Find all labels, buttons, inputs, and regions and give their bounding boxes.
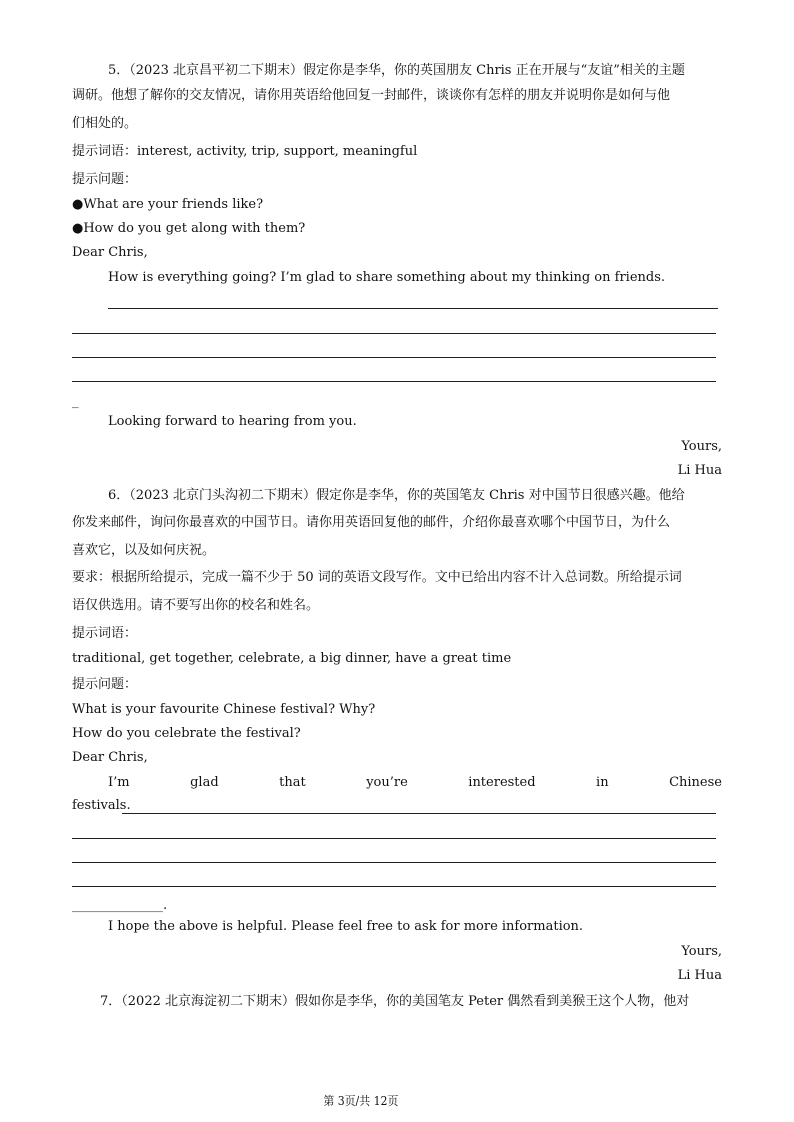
q6-opening-word: interested — [468, 775, 536, 790]
q6-answer-line — [122, 813, 716, 814]
q6-opening-word: that — [279, 775, 306, 790]
q5-signoff: Yours, — [681, 439, 722, 454]
q6-opening-word: glad — [190, 775, 219, 790]
q7-prompt-line-1: 7．（2022 北京海淀初二下期末）假如你是李华，你的美国笔友 Peter 偶然看到美猴王这个人物，他对 — [100, 994, 690, 1009]
q6-signature: Li Hua — [677, 968, 722, 983]
q5-answer-line — [72, 333, 716, 334]
q6-answer-tail: ______________. — [72, 898, 168, 913]
q6-answer-line — [72, 862, 716, 863]
q6-answer-line — [72, 886, 716, 887]
q6-hint-question-2: How do you celebrate the festival? — [72, 726, 301, 741]
q6-greeting: Dear Chris, — [72, 750, 148, 765]
page-footer: 第 3页/共 12页 — [323, 1094, 399, 1108]
q6-hint-question-1: What is your favourite Chinese festival? Why? — [72, 702, 376, 717]
q6-signoff: Yours, — [681, 944, 722, 959]
q5-greeting: Dear Chris, — [72, 245, 148, 260]
q5-answer-tail: _ — [72, 394, 79, 409]
q6-hint-words: traditional, get together, celebrate, a big dinner, have a great time — [72, 651, 512, 666]
q6-requirement-line-1: 要求：根据所给提示，完成一篇不少于 50 词的英语文段写作。文中已给出内容不计入总词数。所给提示词 — [72, 570, 682, 585]
q6-opening-sentence-end: festivals. — [72, 798, 131, 813]
q5-hint-question-2: ●How do you get along with them? — [72, 221, 306, 236]
q5-prompt-line-1: 5．（2023 北京昌平初二下期末）假定你是李华，你的英国朋友 Chris 正在开展与“友谊”相关的主题 — [108, 63, 685, 78]
q5-answer-line — [72, 357, 716, 358]
q6-closing-sentence: I hope the above is helpful. Please feel free to ask for more information. — [108, 919, 584, 934]
q5-hint-words: 提示词语：interest, activity, trip, support, meaningful — [72, 144, 418, 159]
q6-answer-line — [72, 838, 716, 839]
q6-prompt-line-1: 6．（2023 北京门头沟初二下期末）假定你是李华，你的英国笔友 Chris 对中国节日很感兴趣。他给 — [108, 488, 685, 503]
q6-opening-word: you’re — [366, 775, 408, 790]
q6-hint-questions-label: 提示问题： — [72, 677, 138, 692]
q6-opening-word: Chinese — [669, 775, 722, 790]
q6-hint-words-label: 提示词语： — [72, 626, 138, 641]
q5-answer-line — [108, 308, 718, 309]
q6-opening-word: in — [596, 775, 609, 790]
q5-opening-sentence: How is everything going? I’m glad to share something about my thinking on friends. — [108, 270, 666, 285]
q6-requirement-line-2: 语仅供选用。请不要写出你的校名和姓名。 — [72, 598, 320, 613]
q6-opening-sentence — [108, 775, 722, 791]
q5-prompt-line-2: 调研。他想了解你的交友情况，请你用英语给他回复一封邮件，谈谈你有怎样的朋友并说明你是如何与他 — [72, 88, 671, 103]
q5-hint-question-1: ●What are your friends like? — [72, 197, 264, 212]
q5-prompt-line-3: 们相处的。 — [72, 116, 138, 131]
q5-answer-line — [72, 381, 716, 382]
q6-prompt-line-2: 你发来邮件，询问你最喜欢的中国节日。请你用英语回复他的邮件，介绍你最喜欢哪个中国节日，为什么 — [72, 515, 671, 530]
q6-prompt-line-3: 喜欢它，以及如何庆祝。 — [72, 543, 216, 558]
q5-closing-sentence: Looking forward to hearing from you. — [108, 414, 357, 429]
q5-signature: Li Hua — [677, 463, 722, 478]
q6-opening-word: I’m — [108, 775, 130, 790]
q5-hint-questions-label: 提示问题： — [72, 172, 138, 187]
